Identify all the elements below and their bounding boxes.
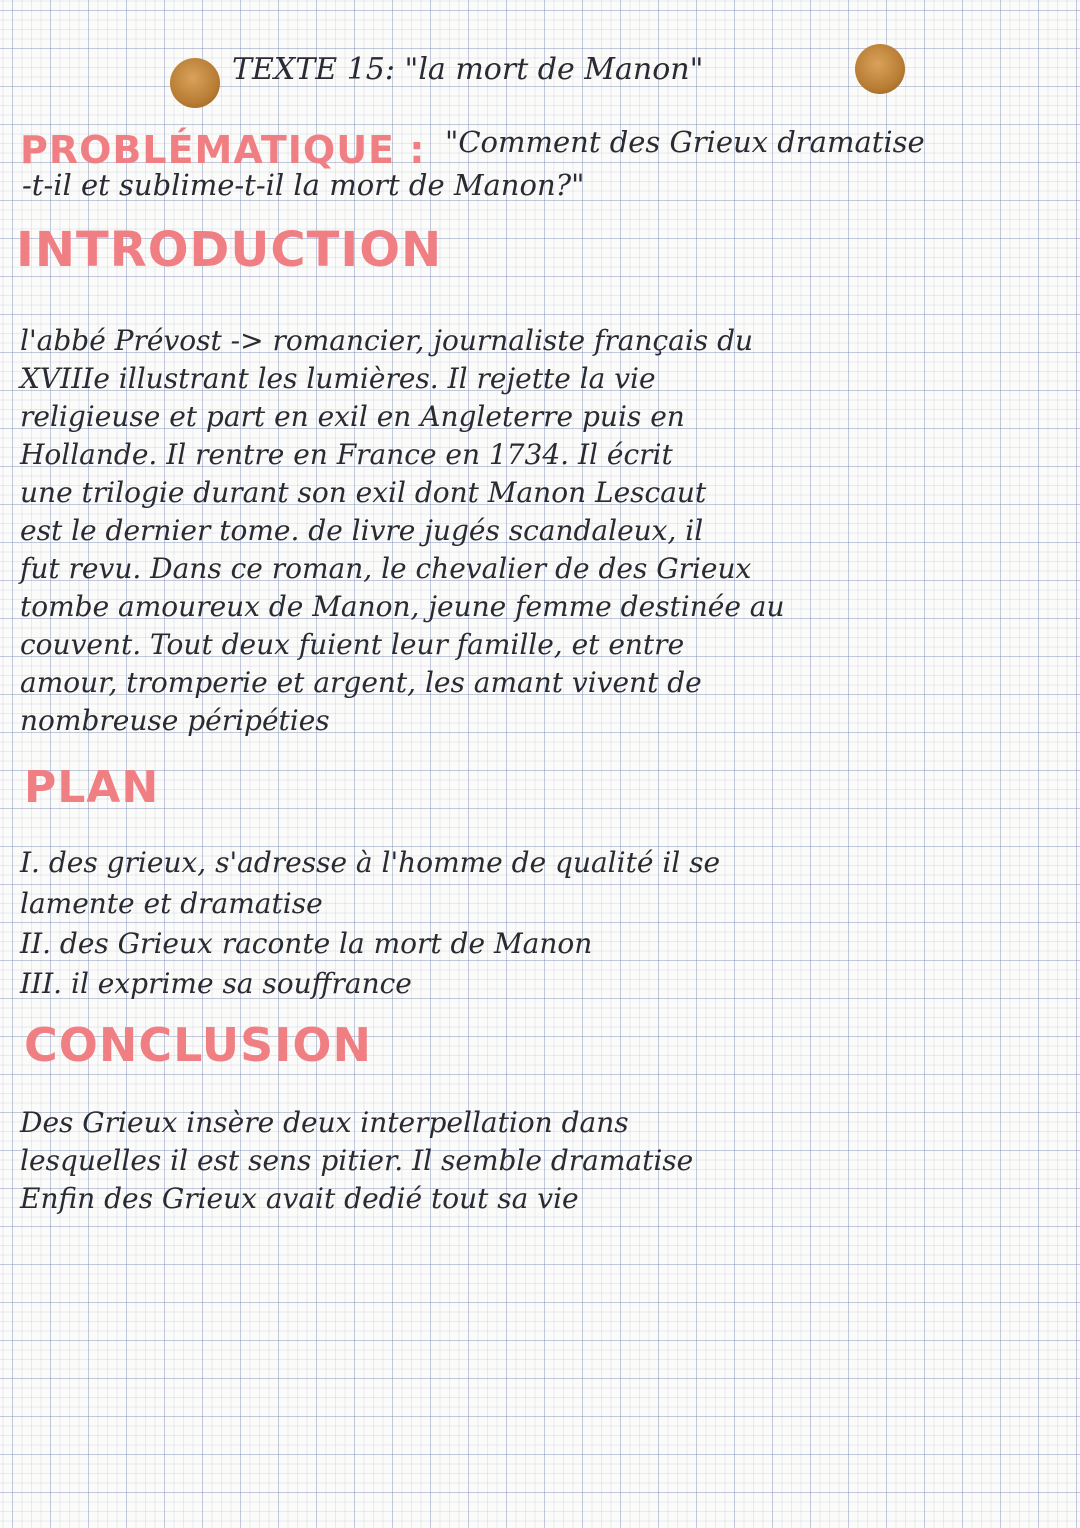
conclusion-heading: CONCLUSION — [24, 1018, 372, 1072]
introduction-line: XVIIIe illustrant les lumières. Il rejette la vie — [20, 362, 656, 395]
plan-item: I. des grieux, s'adresse à l'homme de qualité il se — [20, 846, 721, 879]
plan-list — [20, 842, 720, 1004]
introduction-line: est le dernier tome. de livre jugés scandaleux, il — [20, 514, 704, 547]
plan-heading: PLAN — [24, 762, 160, 813]
introduction-line: une trilogie durant son exil dont Manon Lescaut — [20, 476, 707, 509]
introduction-line: amour, tromperie et argent, les amant vivent de — [20, 666, 702, 699]
introduction-heading: INTRODUCTION — [16, 222, 443, 278]
introduction-line: religieuse et part en exil en Angleterre puis en — [20, 400, 685, 433]
plan-item-continuation: lamente et dramatise — [20, 887, 323, 920]
introduction-body — [20, 322, 785, 740]
introduction-line: tombe amoureux de Manon, jeune femme destinée au — [20, 590, 785, 623]
problematique-question-line-1: "Comment des Grieux dramatise — [445, 125, 925, 159]
conclusion-line: Des Grieux insère deux interpellation dans — [20, 1106, 629, 1139]
plan-item: II. des Grieux raconte la mort de Manon — [20, 927, 593, 960]
introduction-line: nombreuse péripéties — [20, 704, 330, 737]
introduction-line: couvent. Tout deux fuient leur famille, et entre — [20, 628, 685, 661]
problematique-question-line-2: -t-il et sublime-t-il la mort de Manon?" — [22, 168, 585, 202]
plan-item: III. il exprime sa souffrance — [20, 967, 412, 1000]
binder-hole-left — [170, 58, 220, 108]
problematique-heading: PROBLÉMATIQUE : — [20, 128, 426, 172]
conclusion-body — [20, 1104, 693, 1218]
conclusion-line: Enfin des Grieux avait dedié tout sa vie — [20, 1182, 579, 1215]
introduction-line: Hollande. Il rentre en France en 1734. Il écrit — [20, 438, 673, 471]
page-title: TEXTE 15: "la mort de Manon" — [232, 52, 704, 87]
binder-hole-right — [855, 44, 905, 94]
conclusion-line: lesquelles il est sens pitier. Il semble dramatise — [20, 1144, 694, 1177]
introduction-line: fut revu. Dans ce roman, le chevalier de des Grieux — [20, 552, 752, 585]
introduction-line: l'abbé Prévost -> romancier, journaliste français du — [20, 324, 754, 357]
